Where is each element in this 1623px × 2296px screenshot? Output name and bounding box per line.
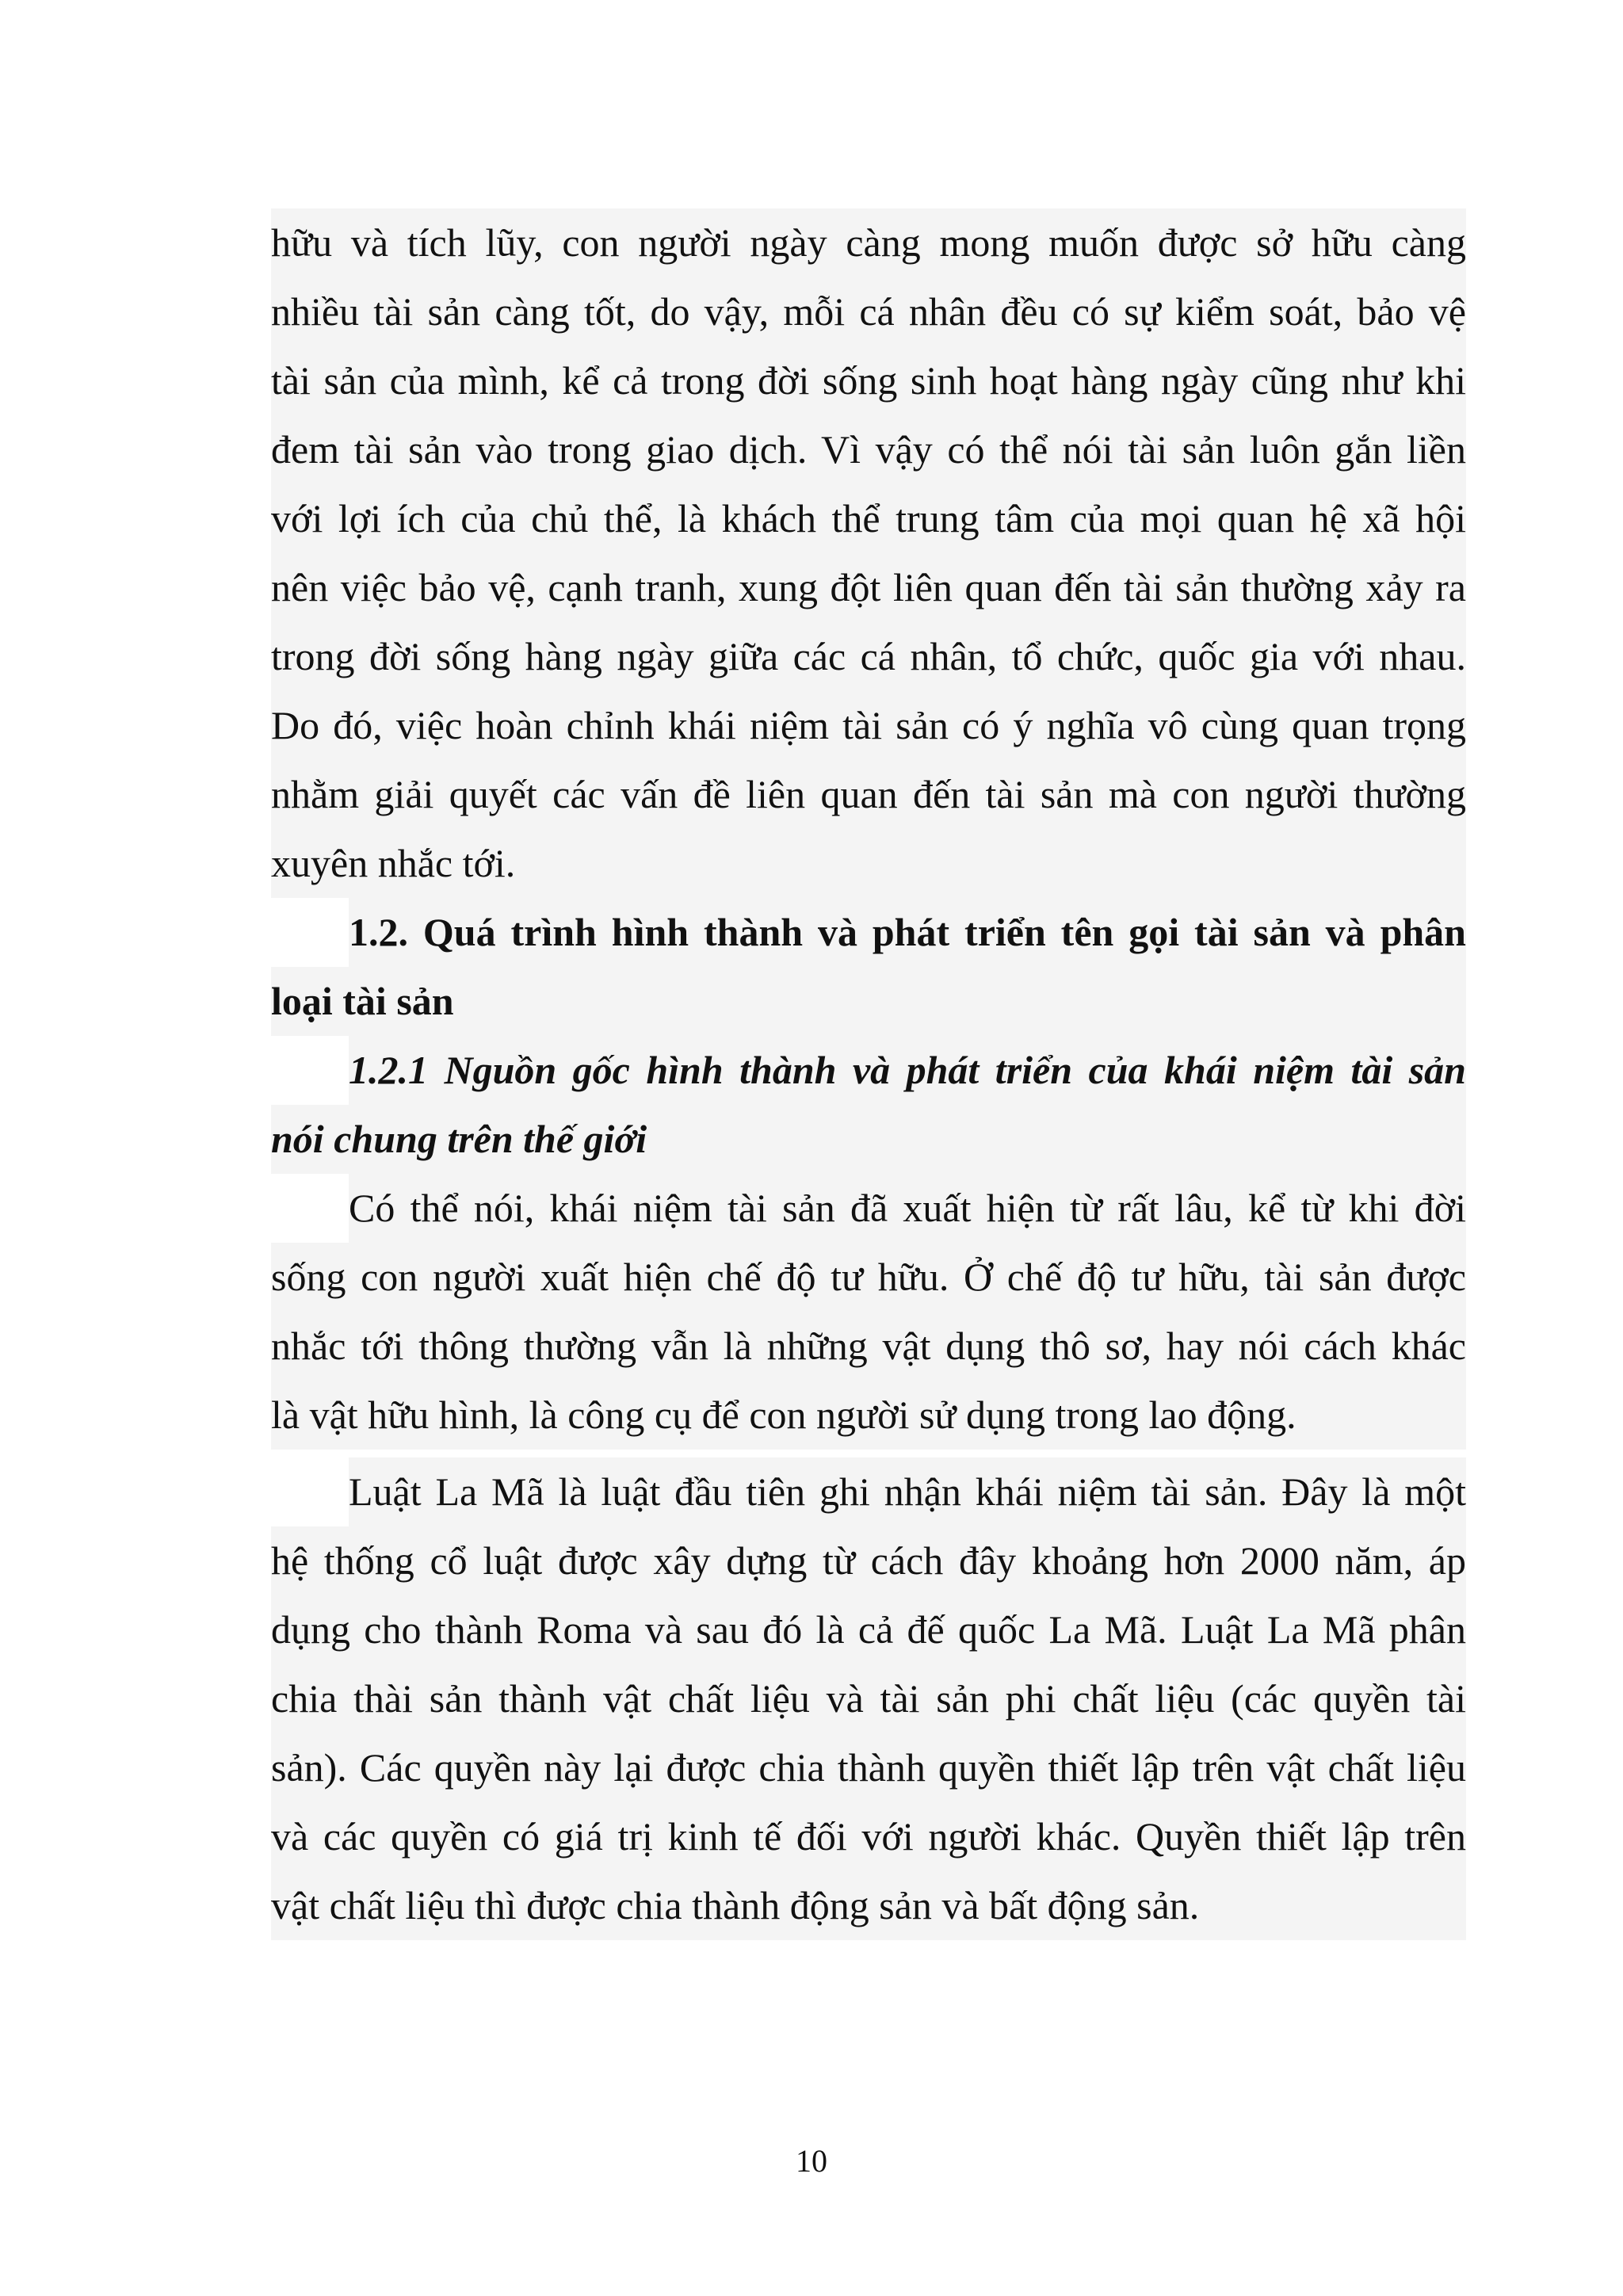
text-line: Có thể nói, khái niệm tài sản đã xuất hiện từ rất lâu, kể từ khi đời (349, 1174, 1466, 1243)
subsection-heading-1-2-1 (271, 1036, 1466, 1174)
text-line: nhắc tới thông thường vẫn là những vật dụng thô sơ, hay nói cách khác (271, 1312, 1466, 1381)
page-number: 10 (796, 2143, 827, 2179)
text-line: với lợi ích của chủ thể, là khách thể trung tâm của mọi quan hệ xã hội (271, 484, 1466, 553)
text-line: hệ thống cổ luật được xây dựng từ cách đây khoảng hơn 2000 năm, áp (271, 1526, 1466, 1595)
heading-line: loại tài sản (271, 967, 1466, 1036)
text-line: hữu và tích lũy, con người ngày càng mong muốn được sở hữu càng (271, 208, 1466, 277)
text-line: xuyên nhắc tới. (271, 829, 1466, 898)
text-line: đem tài sản vào trong giao dịch. Vì vậy có thể nói tài sản luôn gắn liền (271, 415, 1466, 484)
text-line: dụng cho thành Roma và sau đó là cả đế quốc La Mã. Luật La Mã phân (271, 1595, 1466, 1664)
page-content (271, 208, 1466, 1940)
text-line: tài sản của mình, kể cả trong đời sống sinh hoạt hàng ngày cũng như khi (271, 346, 1466, 415)
text-line: Do đó, việc hoàn chỉnh khái niệm tài sản có ý nghĩa vô cùng quan trọng (271, 691, 1466, 760)
text-line: nên việc bảo vệ, cạnh tranh, xung đột liên quan đến tài sản thường xảy ra (271, 553, 1466, 622)
text-line: và các quyền có giá trị kinh tế đối với người khác. Quyền thiết lập trên (271, 1802, 1466, 1871)
subheading-line: 1.2.1 Nguồn gốc hình thành và phát triển của khái niệm tài sản (349, 1036, 1466, 1105)
text-line: sản). Các quyền này lại được chia thành quyền thiết lập trên vật chất liệu (271, 1733, 1466, 1802)
text-line: chia thài sản thành vật chất liệu và tài sản phi chất liệu (các quyền tài (271, 1664, 1466, 1733)
text-line: sống con người xuất hiện chế độ tư hữu. Ở chế độ tư hữu, tài sản được (271, 1243, 1466, 1312)
paragraph-gap (271, 1450, 1466, 1457)
subheading-line: nói chung trên thế giới (271, 1105, 1466, 1174)
text-line: vật chất liệu thì được chia thành động sản và bất động sản. (271, 1871, 1466, 1940)
heading-line: 1.2. Quá trình hình thành và phát triển tên gọi tài sản và phân (349, 898, 1466, 967)
text-line: Luật La Mã là luật đầu tiên ghi nhận khái niệm tài sản. Đây là một (349, 1457, 1466, 1526)
text-line: nhằm giải quyết các vấn đề liên quan đến tài sản mà con người thường (271, 760, 1466, 829)
paragraph-roman-law (271, 1457, 1466, 1940)
section-heading-1-2 (271, 898, 1466, 1036)
paragraph-origin (271, 1174, 1466, 1450)
paragraph-continued (271, 208, 1466, 898)
text-line: nhiều tài sản càng tốt, do vậy, mỗi cá nhân đều có sự kiểm soát, bảo vệ (271, 277, 1466, 346)
text-line: trong đời sống hàng ngày giữa các cá nhân, tổ chức, quốc gia với nhau. (271, 622, 1466, 691)
text-line: là vật hữu hình, là công cụ để con người sử dụng trong lao động. (271, 1381, 1466, 1450)
